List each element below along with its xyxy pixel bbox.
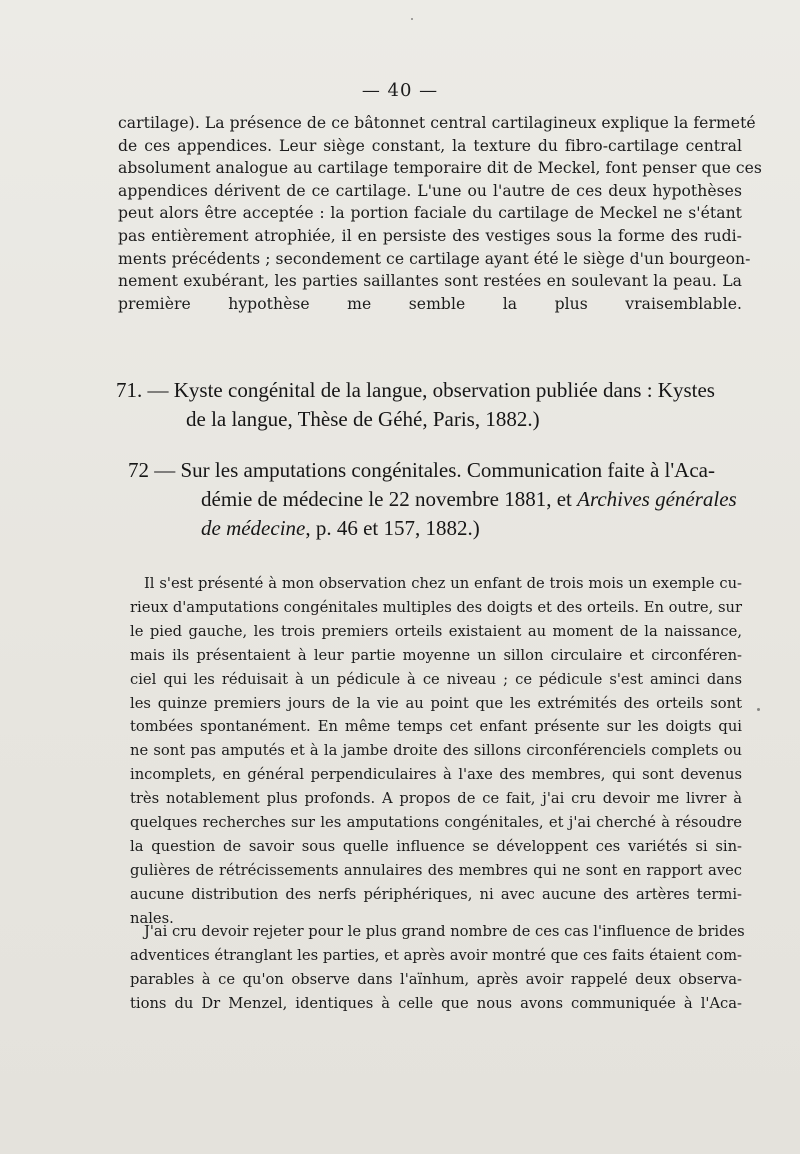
text-line: rieux d'amputations congénitales multiples des doigts et des orteils. En outre, sur bbox=[130, 598, 742, 616]
text-line: absolument analogue au cartilage temporaire dit de Meckel, font penser que ces bbox=[118, 159, 762, 178]
text-line: cartilage). La présence de ce bâtonnet central cartilagineux explique la fermeté bbox=[118, 114, 756, 132]
text-line: nales. bbox=[130, 909, 174, 927]
entry-text: , p. 46 et 157, 1882.) bbox=[305, 516, 480, 540]
text-line: quelques recherches sur les amputations congénitales, et j'ai cherché à résoudre bbox=[130, 814, 742, 832]
text-line: aucune distribution des nerfs périphériques, ni avec aucune des artères termi- bbox=[130, 885, 742, 903]
text-line: peut alors être acceptée : la portion faciale du cartilage de Meckel ne s'étant bbox=[118, 204, 742, 223]
entry-line: de la langue, Thèse de Géhé, Paris, 1882.) bbox=[186, 407, 540, 431]
text-line: tombées spontanément. En même temps cet enfant présente sur les doigts qui bbox=[130, 718, 742, 736]
body-paragraph-1 bbox=[130, 572, 742, 931]
entry-line bbox=[128, 514, 744, 543]
scan-speck bbox=[411, 18, 413, 20]
text-line: tions du Dr Menzel, identiques à celle que nous avons communiquée à l'Aca- bbox=[130, 994, 742, 1012]
text-line: pas entièrement atrophiée, il en persiste des vestiges sous la forme des rudi- bbox=[118, 226, 742, 245]
text-line: ciel qui les réduisait à un pédicule à ce niveau ; ce pédicule s'est aminci dans bbox=[130, 670, 742, 688]
journal-title: Archives générales bbox=[577, 487, 737, 511]
entry-line: 72 — Sur les amputations congénitales. Communication faite à l'Aca- bbox=[128, 458, 715, 482]
bibliography-entry-72 bbox=[128, 456, 744, 543]
bibliography-entry-71 bbox=[116, 376, 744, 434]
text-line: les quinze premiers jours de la vie au point que les extrémités des orteils sont bbox=[130, 694, 742, 712]
text-line: le pied gauche, les trois premiers orteils existaient au moment de la naissance, bbox=[130, 622, 742, 640]
text-line: ne sont pas amputés et à la jambe droite des sillons circonférenciels complets ou bbox=[130, 742, 742, 760]
text-line: parables à ce qu'on observe dans l'aïnhum, après avoir rappelé deux observa- bbox=[130, 970, 742, 988]
text-line: appendices dérivent de ce cartilage. L'une ou l'autre de ces deux hypothèses bbox=[118, 181, 742, 200]
page-number: — 40 — bbox=[361, 80, 439, 101]
text-line: Il s'est présenté à mon observation chez un enfant de trois mois un exemple cu- bbox=[144, 575, 742, 592]
text-line: première hypothèse me semble la plus vraisemblable. bbox=[118, 294, 742, 313]
text-line: de ces appendices. Leur siège constant, la texture du fibro-cartilage central bbox=[118, 136, 742, 155]
intro-paragraph bbox=[118, 112, 762, 315]
text-line: J'ai cru devoir rejeter pour le plus grand nombre de ces cas l'influence de brides bbox=[144, 923, 745, 940]
text-line: adventices étranglant les parties, et après avoir montré que ces faits étaient com- bbox=[130, 946, 742, 964]
text-line: gulières de rétrécissements annulaires des membres qui ne sont en rapport avec bbox=[130, 861, 742, 879]
body-paragraph-2 bbox=[130, 920, 745, 1016]
text-line: nement exubérant, les parties saillantes sont restées en soulevant la peau. La bbox=[118, 272, 742, 291]
journal-title: de médecine bbox=[201, 516, 306, 540]
text-line: mais ils présentaient à leur partie moyenne un sillon circulaire et circonféren- bbox=[130, 646, 742, 664]
entry-line: 71. — Kyste congénital de la langue, observation publiée dans : Kystes bbox=[116, 378, 715, 402]
text-line: ments précédents ; secondement ce cartilage ayant été le siège d'un bourgeon- bbox=[118, 249, 751, 268]
text-line: incomplets, en général perpendiculaires à l'axe des membres, qui sont devenus bbox=[130, 766, 742, 784]
text-line: la question de savoir sous quelle influence se développent ces variétés si sin- bbox=[130, 837, 742, 855]
entry-line bbox=[128, 485, 744, 514]
scan-speck bbox=[757, 708, 760, 711]
text-line: très notablement plus profonds. A propos de ce fait, j'ai cru devoir me livrer à bbox=[130, 790, 742, 808]
entry-text: démie de médecine le 22 novembre 1881, et bbox=[201, 487, 578, 511]
